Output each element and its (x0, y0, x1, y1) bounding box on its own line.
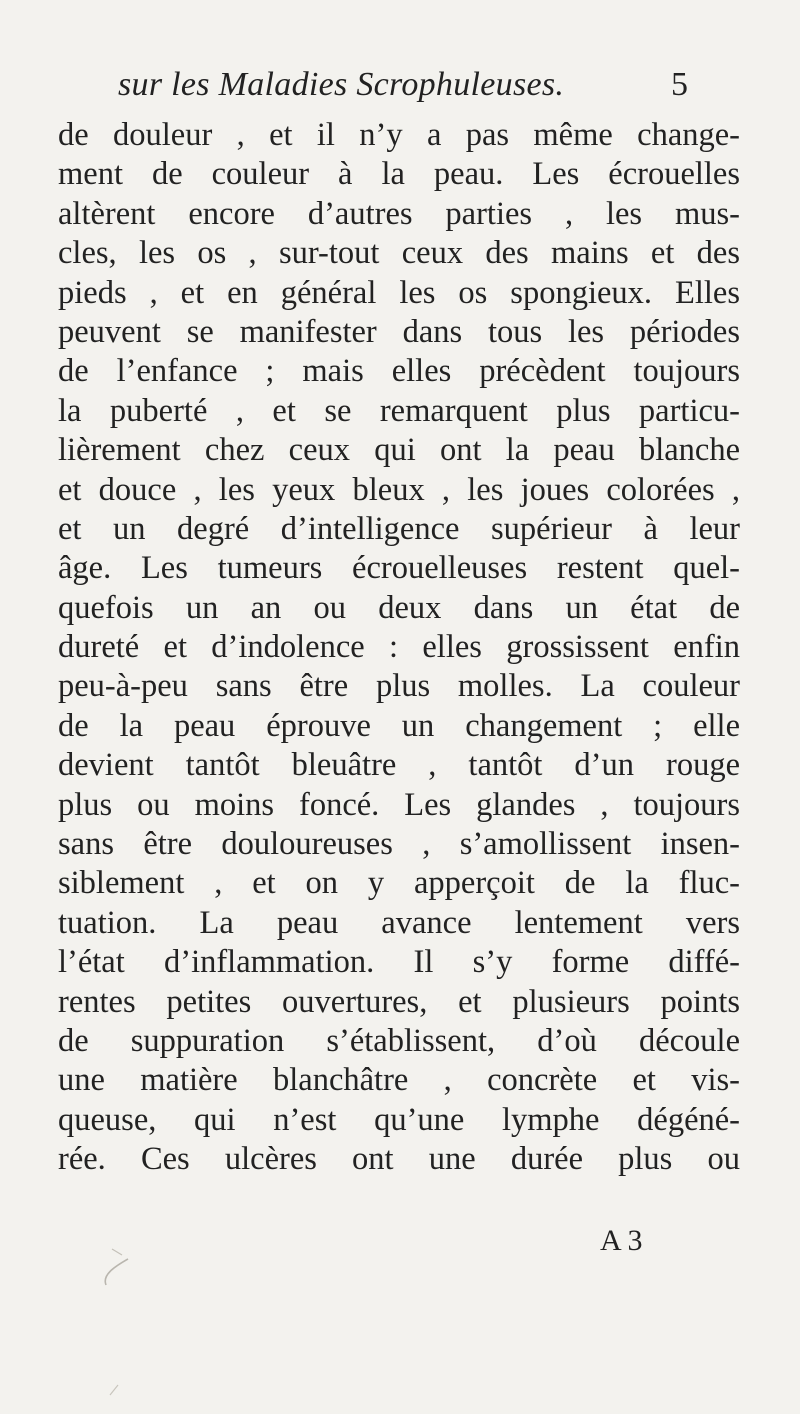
text-line: altèrent encore d’autres parties , les mus- (58, 195, 740, 232)
pencil-mark (94, 1245, 134, 1405)
text-line: peu-à-peu sans être plus molles. La couleur (58, 668, 740, 705)
text-line: de la peau éprouve un changement ; elle (58, 707, 740, 744)
text-line: une matière blanchâtre , concrète et vis- (58, 1062, 740, 1099)
text-line: et un degré d’intelligence supérieur à leur (58, 510, 740, 547)
text-line: dureté et d’indolence : elles grossissent enfin (58, 629, 740, 666)
text-line: rentes petites ouvertures, et plusieurs points (58, 983, 740, 1020)
text-line: cles, les os , sur-tout ceux des mains et des (58, 235, 740, 272)
text-line: sans être douloureuses , s’amollissent insen- (58, 826, 740, 863)
text-line: et douce , les yeux bleux , les joues colorées , (58, 471, 740, 508)
text-line: devient tantôt bleuâtre , tantôt d’un rouge (58, 747, 740, 784)
text-line: âge. Les tumeurs écrouelleuses restent quel- (58, 550, 740, 587)
signature-mark: A 3 (600, 1224, 643, 1257)
text-line: plus ou moins foncé. Les glandes , toujours (58, 786, 740, 823)
text-line: queuse, qui n’est qu’une lymphe dégéné- (58, 1101, 740, 1138)
text-line: de suppuration s’établissent, d’où découle (58, 1022, 740, 1059)
text-line: tuation. La peau avance lentement vers (58, 904, 740, 941)
text-line: de douleur , et il n’y a pas même change- (58, 117, 740, 153)
text-line: quefois un an ou deux dans un état de (58, 589, 740, 626)
body-text (58, 116, 740, 1180)
text-line: la puberté , et se remarquent plus particu- (58, 392, 740, 429)
text-line: peuvent se manifester dans tous les périodes (58, 313, 740, 350)
text-line: pieds , et en général les os spongieux. Elles (58, 274, 740, 311)
running-title: sur les Maladies Scrophuleuses. (118, 66, 565, 103)
text-line: de l’enfance ; mais elles précèdent toujours (58, 353, 740, 390)
text-line: siblement , et on y apperçoit de la fluc- (58, 865, 740, 902)
text-line: lièrement chez ceux qui ont la peau blanche (58, 432, 740, 469)
text-line: ment de couleur à la peau. Les écrouelles (58, 156, 740, 193)
page-header (118, 58, 688, 108)
text-line: rée. Ces ulcères ont une durée plus ou (58, 1141, 740, 1178)
page-number: 5 (671, 66, 688, 103)
text-line: l’état d’inflammation. Il s’y forme diffé- (58, 944, 740, 981)
